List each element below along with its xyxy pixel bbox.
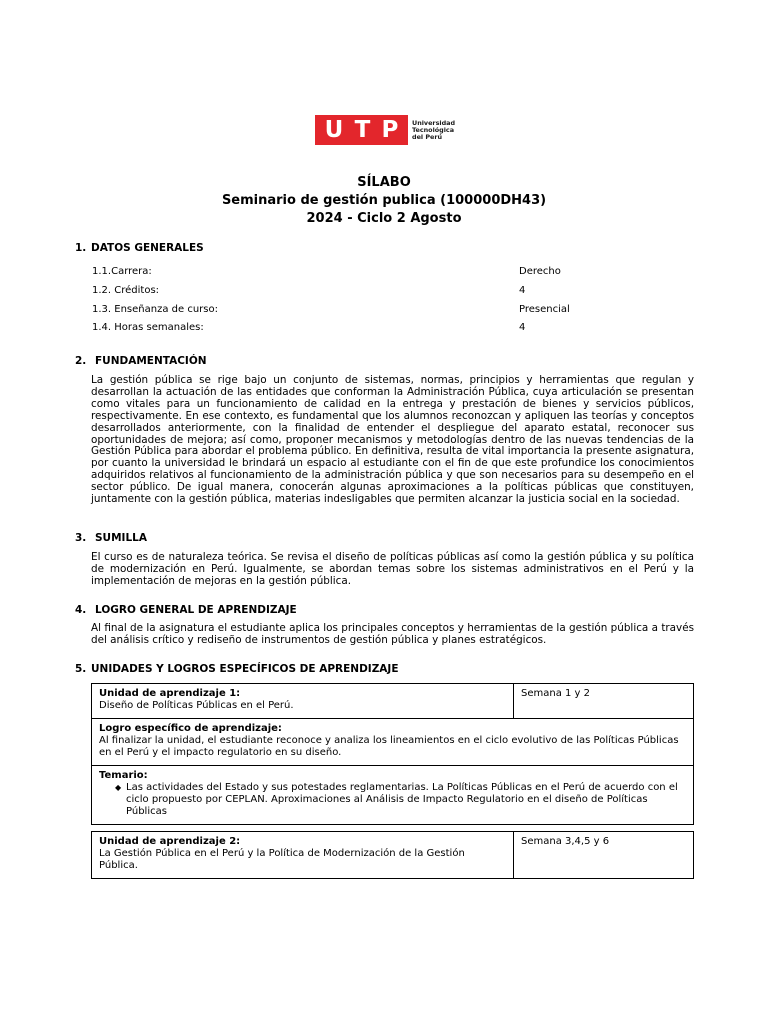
data-label: 1.2. Créditos: xyxy=(92,285,160,296)
logo-wordmark xyxy=(412,120,455,141)
section-number: 3. xyxy=(75,532,87,544)
section-heading-logro-general xyxy=(75,604,297,616)
sumilla-text: El curso es de naturaleza teórica. Se revisa el diseño de políticas públicas así como la gestión pública y su política de modernización en Perú. Igualmente, se abordan temas sobre los sistemas administrativos en el Perú y la implementación de mejoras en la gestión pública. xyxy=(91,551,694,587)
section-number: 5. xyxy=(75,663,87,675)
unit-header-row xyxy=(92,832,693,878)
unit-weeks: Semana 1 y 2 xyxy=(521,688,591,699)
unit-name: Diseño de Políticas Públicas en el Perú. xyxy=(99,700,294,711)
data-label: 1.1.Carrera: xyxy=(92,266,152,277)
utp-logo xyxy=(315,115,455,145)
logo-letter-t: T xyxy=(354,117,371,143)
unit-name: La Gestión Pública en el Perú y la Política de Modernización de la Gestión Pública. xyxy=(99,848,465,871)
section-number: 1. xyxy=(75,242,87,254)
section-heading-sumilla xyxy=(75,532,147,544)
section-title: DATOS GENERALES xyxy=(91,242,204,254)
data-label: 1.4. Horas semanales: xyxy=(92,322,204,333)
temario-heading: Temario: xyxy=(99,770,148,781)
data-value: Presencial xyxy=(519,304,570,315)
bullet-diamond-icon: ◆ xyxy=(115,783,122,792)
section-number: 4. xyxy=(75,604,87,616)
unit-logro-cell xyxy=(92,719,693,765)
unit-logro-row xyxy=(92,719,693,766)
unit-table-2 xyxy=(91,831,694,879)
temario-item xyxy=(99,782,686,818)
unit-name-cell xyxy=(92,684,514,718)
logro-text: Al finalizar la unidad, el estudiante reconoce y analiza los lineamientos en el ciclo evolutivo de las Políticas Públicas en el Perú y el impacto regulatorio en su diseño. xyxy=(99,735,679,758)
course-period: 2024 - Ciclo 2 Agosto xyxy=(306,211,462,226)
section-title: LOGRO GENERAL DE APRENDIZAJE xyxy=(95,604,297,616)
section-number: 2. xyxy=(75,355,87,367)
section-heading-unidades xyxy=(75,663,399,675)
unit-table-1 xyxy=(91,683,694,825)
unit-temario-row xyxy=(92,766,693,824)
logo-letter-u: U xyxy=(324,117,344,143)
logo-text-line: Universidad xyxy=(412,118,456,127)
section-heading-fundamentacion xyxy=(75,355,207,367)
section-title: SUMILLA xyxy=(95,532,147,544)
unit-temario-cell xyxy=(92,766,693,824)
section-title: FUNDAMENTACIÓN xyxy=(95,355,207,367)
logo-mark xyxy=(315,115,408,145)
logo-letter-p: P xyxy=(381,117,399,143)
data-value: 4 xyxy=(519,322,526,333)
temario-item-text: Las actividades del Estado y sus potestades reglamentarias. La Políticas Públicas en el Perú de acuerdo con el ciclo propuesto por CEPLAN. Aproximaciones al Análisis de Impacto Regulatorio en el diseño de Políticas Públicas xyxy=(126,782,678,817)
unit-weeks: Semana 3,4,5 y 6 xyxy=(521,836,610,847)
unit-heading: Unidad de aprendizaje 1: xyxy=(99,688,241,699)
data-value: 4 xyxy=(519,285,526,296)
unit-heading: Unidad de aprendizaje 2: xyxy=(99,836,241,847)
section-heading-datos-generales xyxy=(75,242,204,254)
data-value: Derecho xyxy=(519,266,561,277)
logro-heading: Logro específico de aprendizaje: xyxy=(99,723,282,734)
fundamentacion-text: La gestión pública se rige bajo un conjunto de sistemas, normas, principios y herramientas que regulan y desarrollan la actuación de las entidades que conforman la Administración Pública, cuya articulación se presentan como vitales para un funcionamiento de calidad en la entrega y prestación de bienes y servicios públicos, respectivamente. En ese contexto, es fundamental que los alumnos reconozcan y apliquen las teorías y conceptos desarrollados anteriormente, con la finalidad de entender el despliegue del aparato estatal, reconocer sus oportunidades de mejora; así como, proponer mecanismos y metodologías dentro de las nuevas tendencias de la Gestión Pública para abordar el problema público. En definitiva, resulta de vital importancia la presente asignatura, por cuanto la universidad le brindará un espacio al estudiante con el fin de que este profundice los conocimientos adquiridos relativos al funcionamiento de la administración pública y que son necesarios para su desempeño en el sector público. De igual manera, conocerán algunas aproximaciones a la políticas públicas que constituyen, juntamente con la gestión pública, materias indesligables que permiten alcanzar la justicia social en la sociedad. xyxy=(91,374,694,506)
document-title xyxy=(0,174,768,228)
title-silabo: SÍLABO xyxy=(357,175,411,190)
course-title: Seminario de gestión publica (100000DH43) xyxy=(221,193,547,208)
logo-text-line: Tecnológica xyxy=(412,125,455,134)
logo-text-line: del Perú xyxy=(412,132,443,141)
unit-name-cell xyxy=(92,832,514,878)
logro-general-text: Al final de la asignatura el estudiante aplica los principales conceptos y herramientas de la gestión pública a través del análisis crítico y rediseño de instrumentos de gestión pública y planes estratégicos. xyxy=(91,622,694,646)
data-label: 1.3. Enseñanza de curso: xyxy=(92,304,218,315)
section-title: UNIDADES Y LOGROS ESPECÍFICOS DE APRENDIZAJE xyxy=(91,663,399,675)
unit-header-row xyxy=(92,684,693,719)
